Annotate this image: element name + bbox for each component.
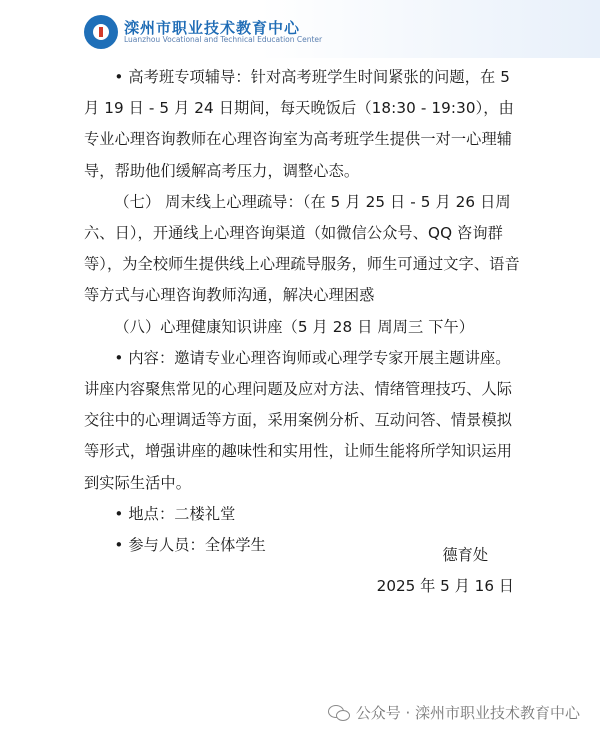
signature-date: 2025 年 5 月 16 日 [376,577,514,596]
org-name-en: Luanzhou Vocational and Technical Education Center [124,35,323,45]
org-name-cn: 滦州市职业技术教育中心 [124,18,301,37]
paragraph-lecture-title: （八）心理健康知识讲座（5 月 28 日 周周三 下午） [114,317,475,336]
paragraph-exam-class-tutoring: • 高考班专项辅导：针对高考班学生时间紧张的问题，在 5 月 19 日 - 5 月 24 日期间，每天晚饭后（18:30 - 19:30），由专业心理咨询教师在心理咨询室为高考班学生提供一对一心理辅导，帮助他们缓解高考压力，调整心态。 [84,68,514,180]
signature-block [377,540,514,602]
paragraph-lecture-content: • 内容：邀请专业心理咨询师或心理学专家开展主题讲座。讲座内容聚焦常见的心理问题及应对方法、情绪管理技巧、人际交往中的心理调适等方面，采用案例分析、互动问答、情景模拟等形式，增强讲座的趣味性和实用性，让师生能将所学知识运用到实际生活中。 [84,348,513,492]
paragraph-lecture-participants: • 参与人员：全体学生 [114,536,266,555]
brand [124,20,322,45]
paragraph-weekend-online-counseling: （七） 周末线上心理疏导：（在 5 月 25 日 - 5 月 26 日周六、日），开通线上心理咨询渠道（如微信公众号、QQ 咨询群等），为全校师生提供线上心理疏导服务，师生可通过文字、语音等方式与心理咨询教师沟通，解决心理困惑 [84,192,520,305]
paragraph-lecture-location: • 地点：二楼礼堂 [114,504,236,523]
header [84,12,322,52]
signature-department: 德育处 [442,546,488,564]
school-logo-icon [84,15,118,49]
footer-watermark [328,702,580,723]
wechat-icon [328,705,350,721]
document-body [84,62,524,561]
footer-text: 公众号 · 滦州市职业技术教育中心 [355,704,580,722]
